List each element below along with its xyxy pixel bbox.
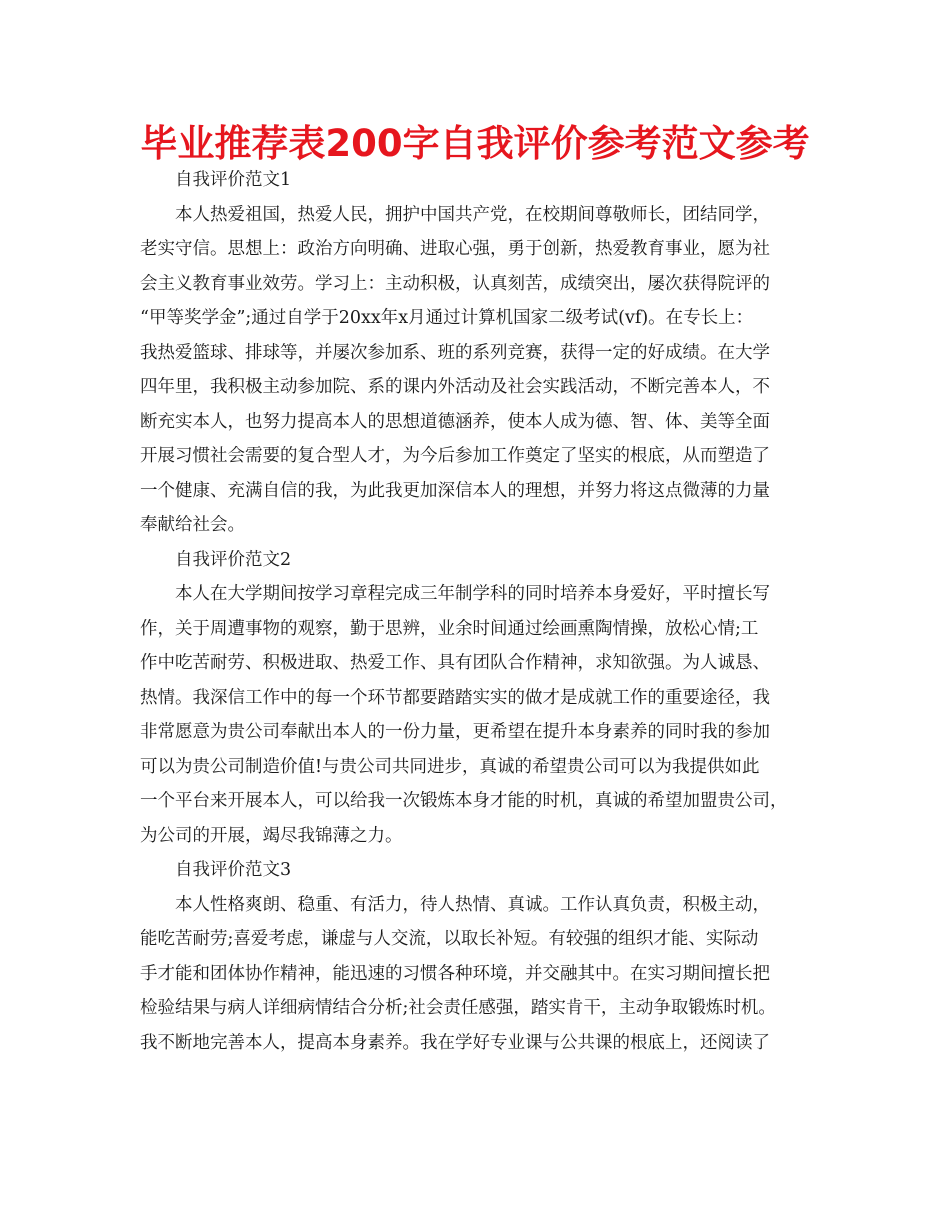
section-heading: 自我评价范文2 [175,549,292,570]
paragraph-line: 四年里，我积极主动参加院、系的课内外活动及社会实践活动，不断完善本人，不 [140,377,770,397]
paragraph-line: 开展习惯社会需要的复合型人才，为今后参加工作奠定了坚实的根底，从而塑造了 [140,446,770,466]
paragraph-line: 能吃苦耐劳;喜爱考虑，谦虚与人交流，以取长补短。有较强的组织才能、实际动 [140,929,759,949]
section-heading: 自我评价范文3 [175,860,292,880]
document-body [140,163,840,1060]
paragraph-line: 一个健康、充满自信的我，为此我更加深信本人的理想，并努力将这点微薄的力量 [140,480,770,501]
paragraph-line: 一个平台来开展本人，可以给我一次锻炼本身才能的时机，真诚的希望加盟贵公司， [140,791,788,811]
section-heading: 自我评价范文1 [175,170,292,190]
paragraph-line: 本人热爱祖国，热爱人民，拥护中国共产党，在校期间尊敬师长，团结同学， [175,204,770,225]
paragraph-line: 作，关于周遭事物的观察，勤于思辨，业余时间通过绘画熏陶情操，放松心情;工 [140,618,759,639]
paragraph-line: 老实守信。思想上：政治方向明确、进取心强，勇于创新，热爱教育事业，愿为社 [140,239,770,259]
paragraph-line: 奉献给社会。 [140,515,245,535]
paragraph-line: 本人性格爽朗、稳重、有活力，待人热情、真诚。工作认真负责，积极主动， [175,894,770,915]
document-title: 毕业推荐表200字自我评价参考范文参考 [140,122,810,165]
paragraph-line: 非常愿意为贵公司奉献出本人的一份力量，更希望在提升本身素养的同时我的参加 [140,722,770,742]
paragraph-line: 本人在大学期间按学习章程完成三年制学科的同时培养本身爱好，平时擅长写 [175,584,770,604]
paragraph-line: 断充实本人，也努力提高本人的思想道德涵养，使本人成为德、智、体、美等全面 [140,411,770,432]
paragraph-line: 会主义教育事业效劳。学习上：主动积极，认真刻苦，成绩突出，屡次获得院评的 [140,273,770,294]
paragraph-line: 为公司的开展，竭尽我锦薄之力。 [140,825,403,846]
paragraph-line: 我不断地完善本人，提高本身素养。我在学好专业课与公共课的根底上，还阅读了 [140,1032,770,1053]
paragraph-line: 检验结果与病人详细病情结合分析;社会责任感强，踏实肯干，主动争取锻炼时机。 [140,998,776,1018]
paragraph-line: 手才能和团体协作精神，能迅速的习惯各种环境，并交融其中。在实习期间擅长把 [140,963,770,984]
paragraph-line: 热情。我深信工作中的每一个环节都要踏踏实实的做才是成就工作的重要途径，我 [140,687,770,708]
paragraph-line: 可以为贵公司制造价值!与贵公司共同进步，真诚的希望贵公司可以为我提供如此 [140,756,760,777]
paragraph-line: 我热爱篮球、排球等，并屡次参加系、班的系列竞赛，获得一定的好成绩。在大学 [140,342,770,363]
paragraph-line: 作中吃苦耐劳、积极进取、热爱工作、具有团队合作精神，求知欲强。为人诚恳、 [140,653,770,673]
paragraph-line: “甲等奖学金”;通过自学于20xx年x月通过计算机国家二级考试(vf)。在专长上： [140,308,754,328]
